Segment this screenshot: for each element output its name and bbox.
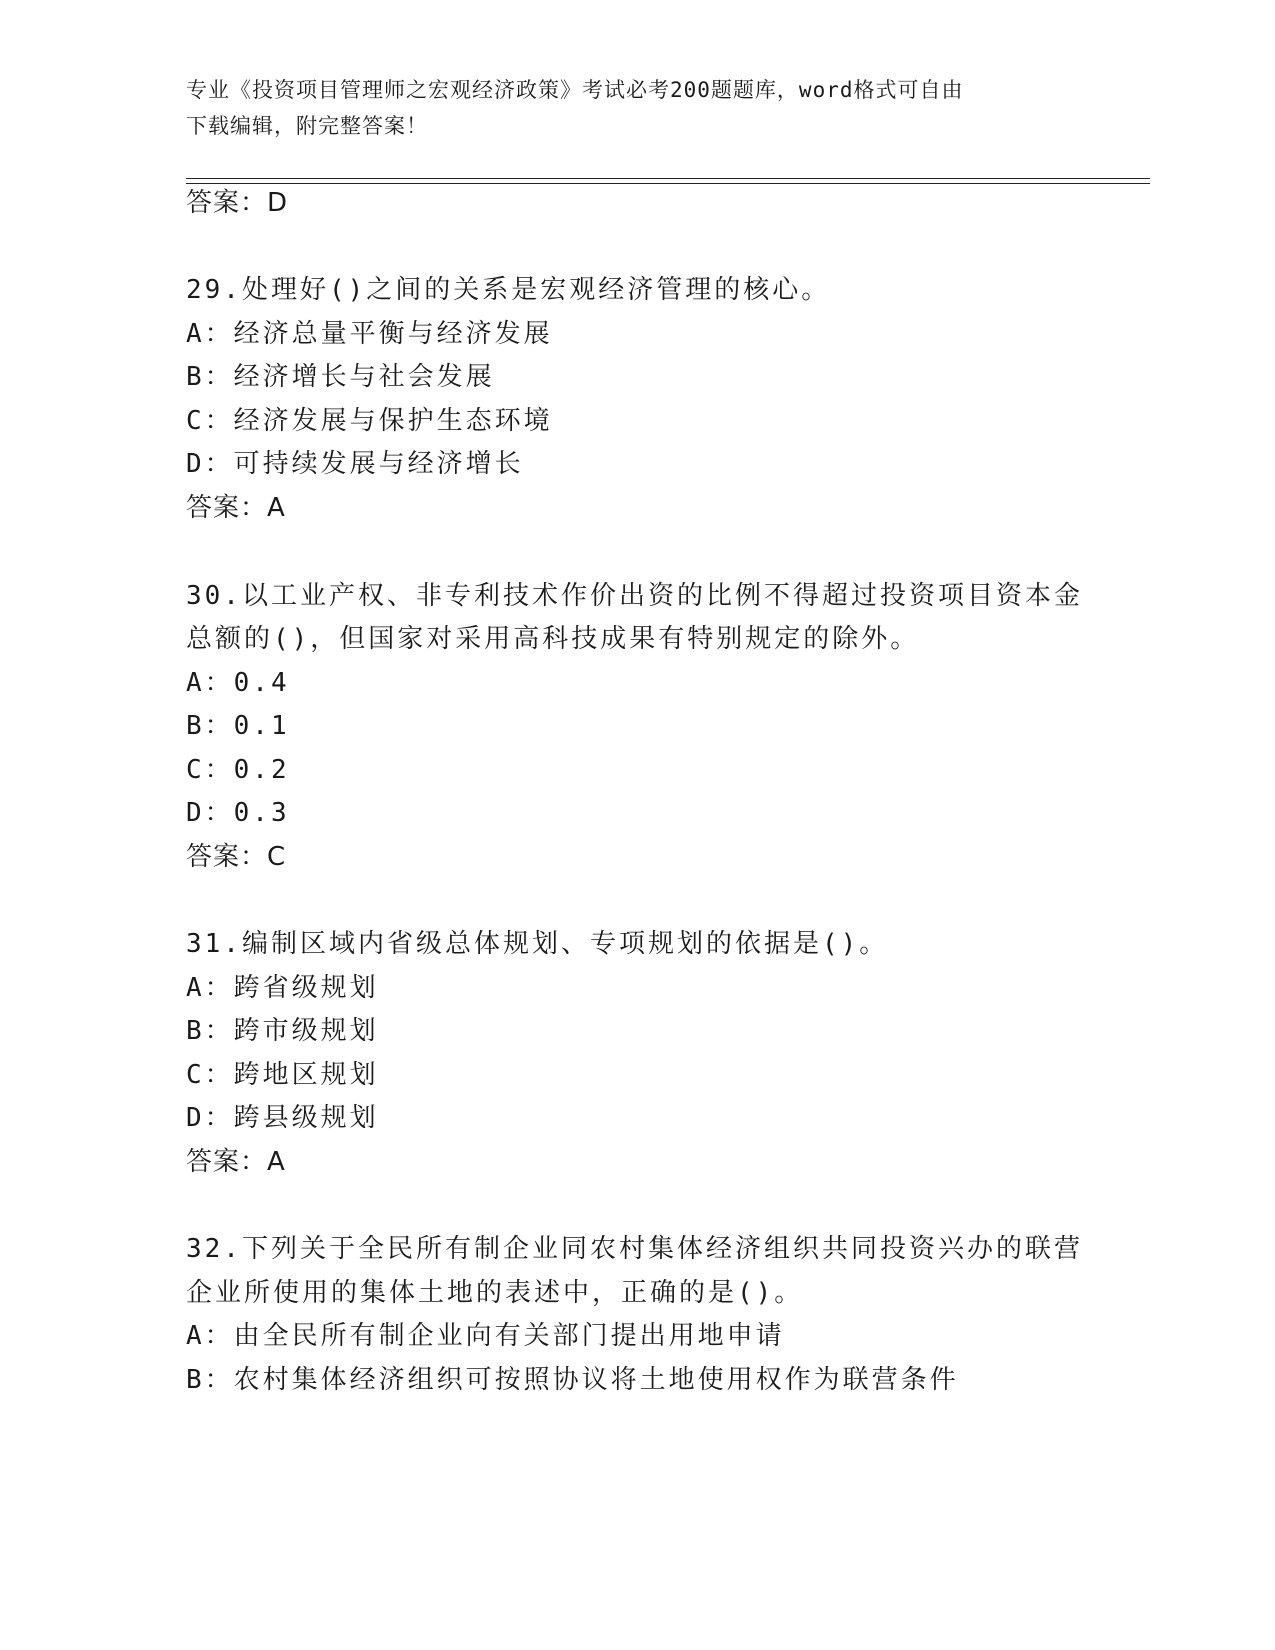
question-31-stem: 31.编制区域内省级总体规划、专项规划的依据是()。 xyxy=(186,929,889,959)
header-line-2: 下载编辑，附完整答案！ xyxy=(186,114,428,138)
question-30-option-d: D：0.3 xyxy=(186,798,290,828)
question-31-option-b: B：跨市级规划 xyxy=(186,1016,379,1046)
question-29-answer: 答案：A xyxy=(186,493,286,523)
question-32-option-a: A：由全民所有制企业向有关部门提出用地申请 xyxy=(186,1321,785,1351)
question-31-option-a: A：跨省级规划 xyxy=(186,973,379,1003)
header-line-1: 专业《投资项目管理师之宏观经济政策》考试必考200题题库，word格式可自由 xyxy=(186,78,964,102)
question-31-option-c: C：跨地区规划 xyxy=(186,1060,379,1090)
question-30-option-c: C：0.2 xyxy=(186,755,290,785)
question-32-option-b: B：农村集体经济组织可按照协议将土地使用权作为联营条件 xyxy=(186,1365,959,1395)
question-30-stem-line-1: 30.以工业产权、非专利技术作价出资的比例不得超过投资项目资本金 xyxy=(186,581,1083,611)
header-divider-bottom xyxy=(186,183,1150,184)
question-29-option-d: D：可持续发展与经济增长 xyxy=(186,449,524,479)
document-header xyxy=(186,72,1066,144)
question-30-option-a: A：0.4 xyxy=(186,668,290,698)
question-30-option-b: B：0.1 xyxy=(186,711,290,741)
question-31-option-d: D：跨县级规划 xyxy=(186,1103,379,1133)
question-30-answer: 答案：C xyxy=(186,842,287,872)
header-divider-top xyxy=(186,178,1150,179)
previous-answer: 答案：D xyxy=(186,188,289,218)
question-30-stem-line-2: 总额的()，但国家对采用高科技成果有特别规定的除外。 xyxy=(186,624,920,654)
question-32-stem-line-1: 32.下列关于全民所有制企业同农村集体经济组织共同投资兴办的联营 xyxy=(186,1234,1083,1264)
question-29-option-a: A：经济总量平衡与经济发展 xyxy=(186,319,553,349)
question-31-answer: 答案：A xyxy=(186,1147,286,1177)
question-29-stem: 29.处理好()之间的关系是宏观经济管理的核心。 xyxy=(186,275,831,305)
question-29-option-b: B：经济增长与社会发展 xyxy=(186,362,495,392)
question-29-option-c: C：经济发展与保护生态环境 xyxy=(186,406,553,436)
question-32-stem-line-2: 企业所使用的集体土地的表述中，正确的是()。 xyxy=(186,1278,804,1308)
